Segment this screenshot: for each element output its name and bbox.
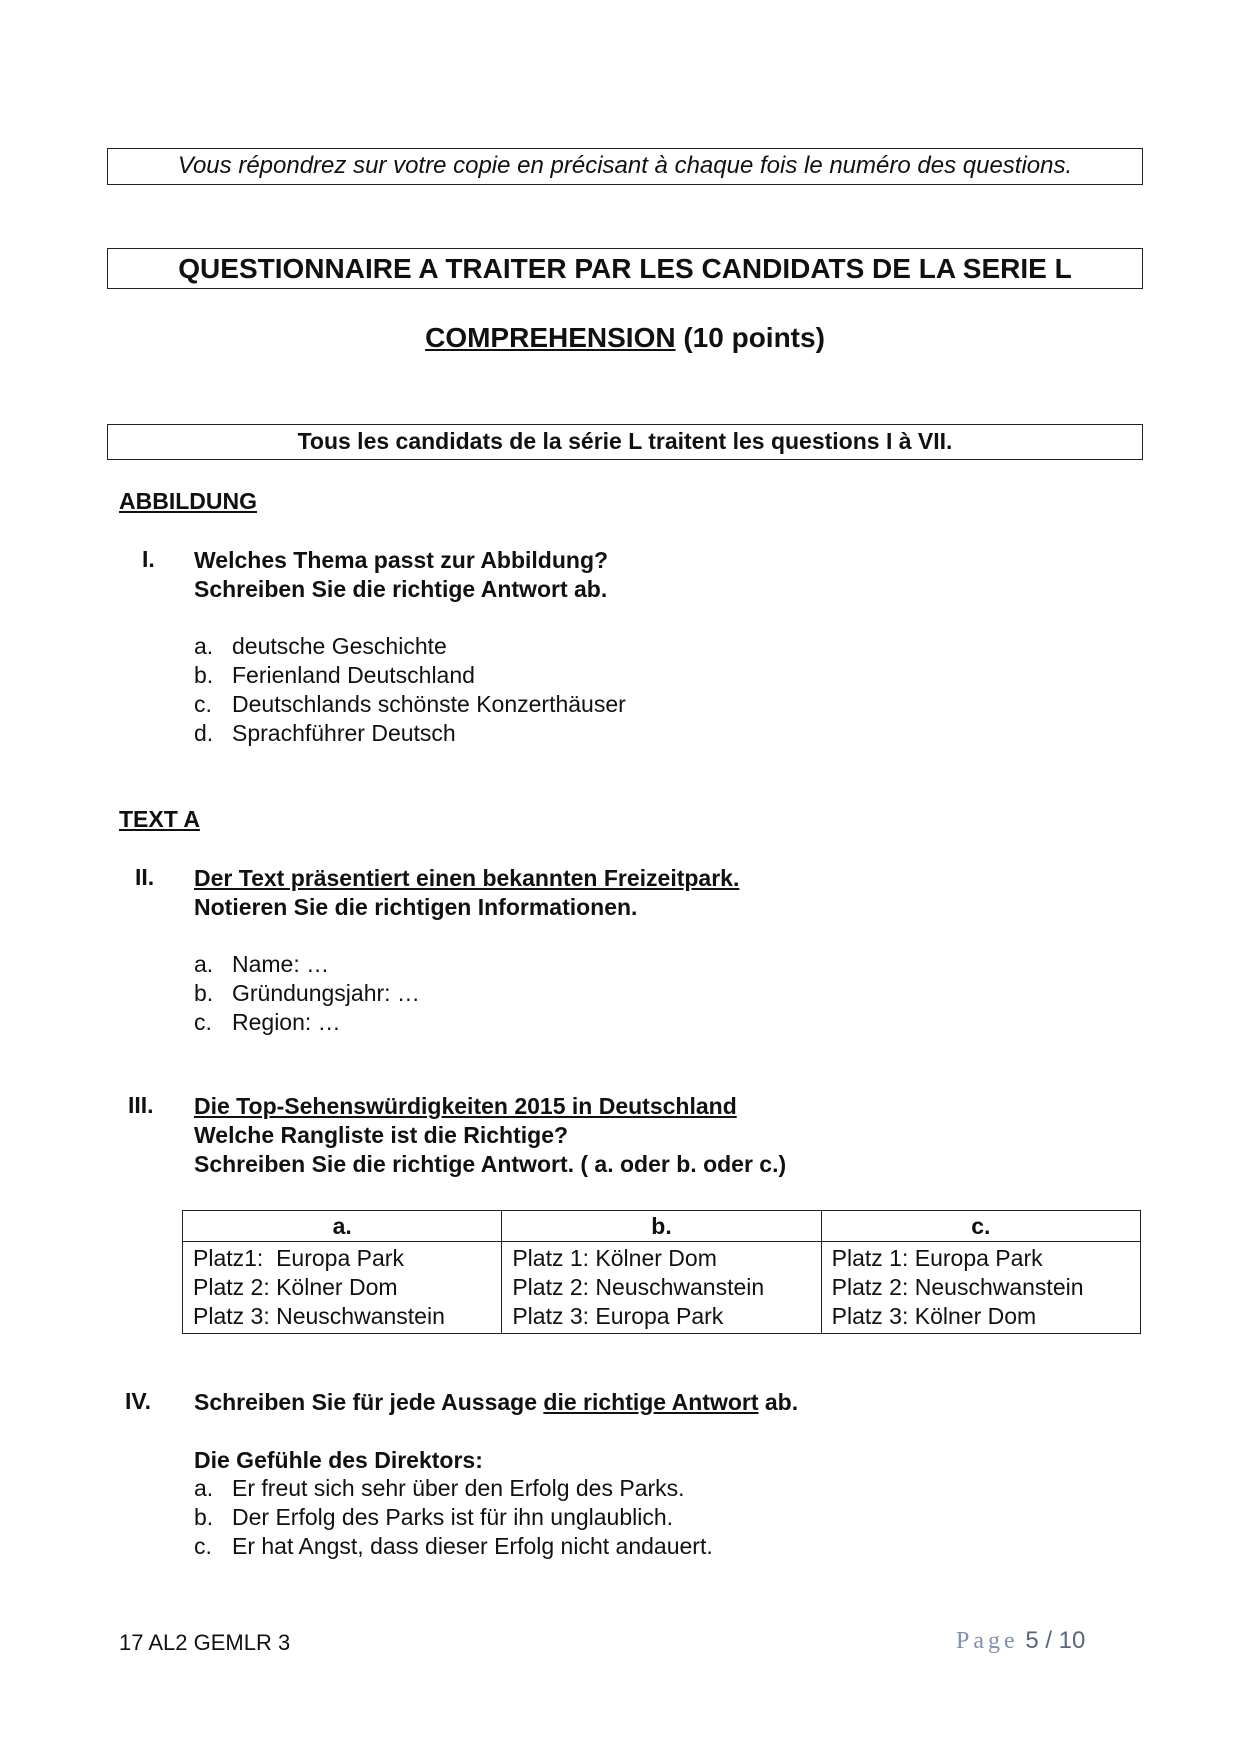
footer-code: 17 AL2 GEMLR 3 bbox=[119, 1630, 291, 1655]
option-text: deutsche Geschichte bbox=[232, 633, 447, 659]
option-text: Deutschlands schönste Konzerthäuser bbox=[232, 691, 626, 717]
question-2-options bbox=[194, 950, 420, 1037]
candidates-note-box bbox=[107, 424, 1143, 460]
table-cell-a bbox=[183, 1242, 502, 1334]
page-number: 5 / 10 bbox=[1025, 1627, 1086, 1654]
question-1-line-1: Welches Thema passt zur Abbildung? bbox=[194, 547, 609, 573]
comprehension-heading bbox=[107, 322, 1143, 354]
question-3-line-2: Welche Rangliste ist die Richtige? bbox=[194, 1122, 569, 1148]
option-b bbox=[194, 661, 626, 690]
question-1-line-2: Schreiben Sie die richtige Antwort ab. bbox=[194, 576, 608, 602]
option-letter: c. bbox=[194, 1533, 212, 1559]
option-c bbox=[194, 1008, 420, 1037]
section-abbildung: ABBILDUNG bbox=[119, 488, 257, 514]
option-letter: b. bbox=[194, 662, 214, 688]
option-text: Region: … bbox=[232, 1009, 341, 1035]
option-text: Sprachführer Deutsch bbox=[232, 720, 456, 746]
option-a bbox=[194, 1474, 713, 1503]
ranking-entry: Platz 1: Kölner Dom bbox=[512, 1245, 717, 1271]
question-2-line-1: Der Text präsentiert einen bekannten Freizeitpark. bbox=[194, 865, 740, 891]
footer-page bbox=[956, 1627, 1085, 1655]
question-4-pre: Schreiben Sie für jede Aussage bbox=[194, 1389, 544, 1415]
option-letter: d. bbox=[194, 720, 214, 746]
ranking-entry: Platz 3: Kölner Dom bbox=[831, 1303, 1037, 1329]
table-cell-b bbox=[502, 1242, 821, 1334]
table-header-a: a. bbox=[183, 1211, 502, 1242]
question-number-1: I. bbox=[142, 546, 155, 572]
question-3-line-3: Schreiben Sie die richtige Antwort. ( a. oder b. oder c.) bbox=[194, 1151, 787, 1177]
option-letter: a. bbox=[194, 951, 214, 977]
option-text: Ferienland Deutschland bbox=[232, 662, 475, 688]
option-letter: c. bbox=[194, 1009, 212, 1035]
option-a bbox=[194, 632, 626, 661]
table-header-c: c. bbox=[821, 1211, 1140, 1242]
instruction-box bbox=[107, 148, 1143, 185]
section-text-a: TEXT A bbox=[119, 806, 200, 832]
question-number-4: IV. bbox=[125, 1388, 152, 1414]
question-1-options bbox=[194, 632, 626, 748]
questionnaire-title-box bbox=[107, 248, 1143, 289]
ranking-entry: Platz 2: Kölner Dom bbox=[193, 1274, 398, 1300]
ranking-entry: Platz1: Europa Park bbox=[193, 1245, 404, 1271]
option-text: Er hat Angst, dass dieser Erfolg nicht andauert. bbox=[232, 1533, 713, 1559]
ranking-entry: Platz 1: Europa Park bbox=[831, 1245, 1043, 1271]
comprehension-label: COMPREHENSION bbox=[425, 322, 676, 353]
question-1-text bbox=[194, 546, 608, 604]
question-3-line-1: Die Top-Sehenswürdigkeiten 2015 in Deutschland bbox=[194, 1093, 737, 1119]
ranking-entry: Platz 2: Neuschwanstein bbox=[831, 1274, 1084, 1300]
ranking-entry: Platz 3: Europa Park bbox=[512, 1303, 724, 1329]
option-b bbox=[194, 979, 420, 1008]
table-header-b: b. bbox=[502, 1211, 821, 1242]
ranking-table bbox=[182, 1210, 1141, 1334]
question-2-text bbox=[194, 864, 739, 922]
option-c bbox=[194, 690, 626, 719]
option-d bbox=[194, 719, 626, 748]
ranking-entry: Platz 2: Neuschwanstein bbox=[512, 1274, 765, 1300]
option-letter: b. bbox=[194, 1504, 214, 1530]
question-4-post: ab. bbox=[758, 1389, 799, 1415]
option-letter: a. bbox=[194, 633, 214, 659]
option-c bbox=[194, 1532, 713, 1561]
option-letter: a. bbox=[194, 1475, 214, 1501]
option-b bbox=[194, 1503, 713, 1532]
candidates-note: Tous les candidats de la série L traitent les questions I à VII. bbox=[297, 428, 953, 454]
instruction-text: Vous répondrez sur votre copie en précisant à chaque fois le numéro des questions. bbox=[177, 152, 1073, 179]
option-text: Name: … bbox=[232, 951, 330, 977]
option-text: Der Erfolg des Parks ist für ihn unglaublich. bbox=[232, 1504, 674, 1530]
option-letter: c. bbox=[194, 691, 212, 717]
table-header-row bbox=[183, 1211, 1141, 1242]
question-number-3: III. bbox=[128, 1092, 154, 1118]
question-4-underlined: die richtige Antwort bbox=[543, 1389, 759, 1415]
question-3-text bbox=[194, 1092, 786, 1179]
option-text: Er freut sich sehr über den Erfolg des Parks. bbox=[232, 1475, 685, 1501]
question-number-2: II. bbox=[135, 864, 155, 890]
page-word: Page bbox=[956, 1628, 1019, 1654]
question-4-options bbox=[194, 1474, 713, 1561]
questionnaire-title: QUESTIONNAIRE A TRAITER PAR LES CANDIDATS DE LA SERIE L bbox=[178, 253, 1072, 284]
option-a bbox=[194, 950, 420, 979]
ranking-entry: Platz 3: Neuschwanstein bbox=[193, 1303, 445, 1329]
question-4-subheading: Die Gefühle des Direktors: bbox=[194, 1447, 483, 1473]
option-text: Gründungsjahr: … bbox=[232, 980, 420, 1006]
question-4-line-1 bbox=[194, 1388, 798, 1417]
option-letter: b. bbox=[194, 980, 214, 1006]
comprehension-points: (10 points) bbox=[683, 322, 825, 353]
table-cell-c bbox=[821, 1242, 1140, 1334]
table-row bbox=[183, 1242, 1141, 1334]
question-2-line-2: Notieren Sie die richtigen Informationen. bbox=[194, 894, 638, 920]
